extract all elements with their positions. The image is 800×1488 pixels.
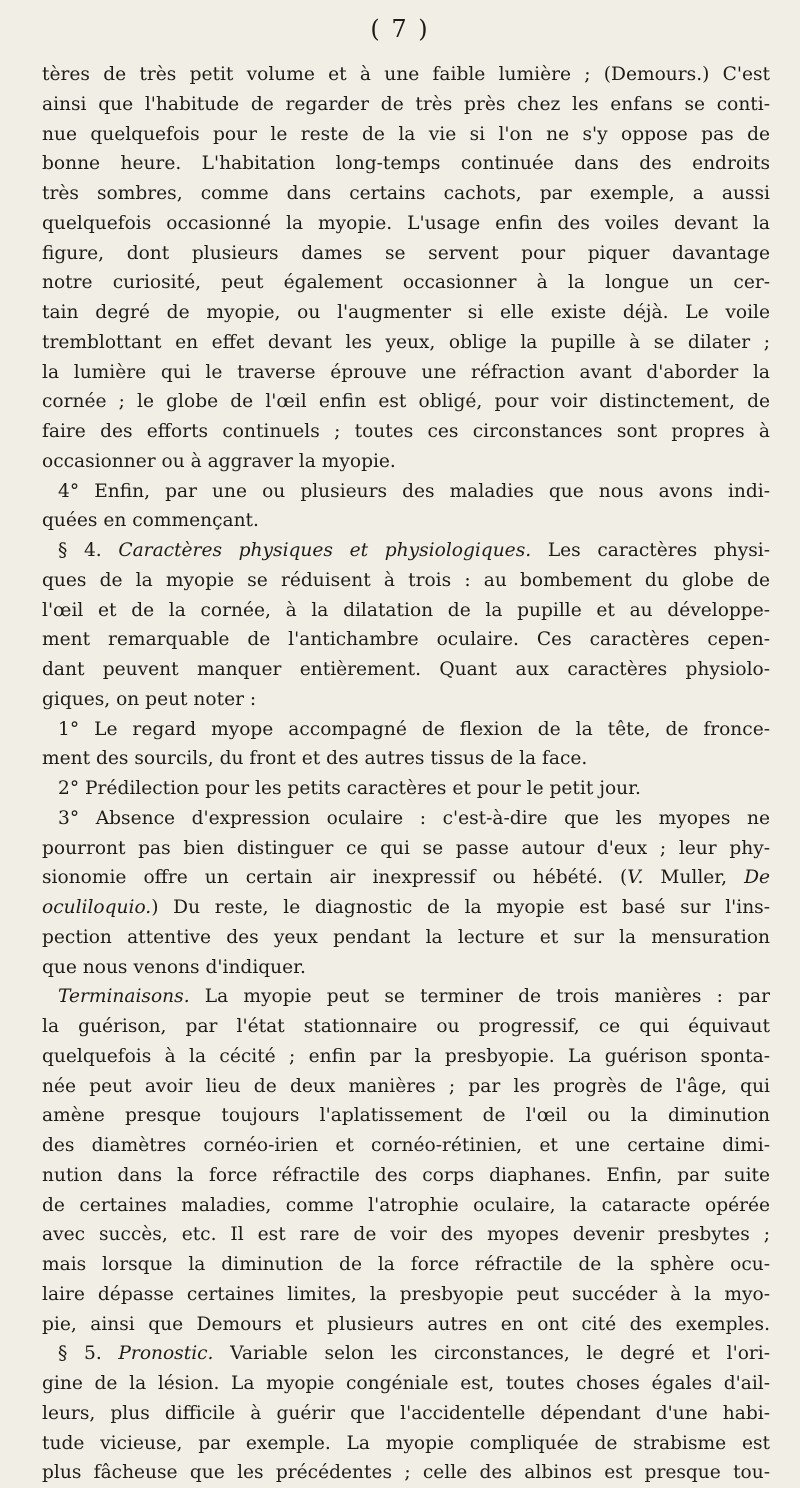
text-line: § 5. Pronostic. Variable selon les circonstances, le degré et l'ori- [58, 1343, 770, 1365]
text-line: ques de la myopie se réduisent à trois : au bombement du globe de [42, 569, 770, 591]
text-line: notre curiosité, peut également occasionner à la longue un cer- [42, 272, 770, 294]
italic-text: De [744, 867, 770, 889]
text-line: de certaines maladies, comme l'atrophie oculaire, la cataracte opérée [42, 1194, 770, 1216]
text-line: que nous venons d'indiquer. [42, 956, 306, 978]
text-line: la lumière qui le traverse éprouve une réfraction avant d'aborder la [42, 361, 770, 383]
text-line: sionomie offre un certain air inexpressif ou hébété. (V. Muller, De [42, 867, 770, 889]
text-line: quelquefois à la cécité ; enfin par la presbyopie. La guérison sponta- [42, 1045, 770, 1067]
text-line: nue quelquefois pour le reste de la vie si l'on ne s'y oppose pas de [42, 123, 770, 145]
text-line: plus fâcheuse que les précédentes ; celle des albinos est presque tou- [42, 1462, 770, 1484]
text-line: occasionner ou à aggraver la myopie. [42, 450, 396, 472]
text-line: amène presque toujours l'aplatissement de l'œil ou la diminution [42, 1105, 770, 1127]
text-line: pourront pas bien distinguer ce qui se passe autour d'eux ; leur phy- [42, 837, 770, 859]
text-line: tain degré de myopie, ou l'augmenter si elle existe déjà. Le voile [42, 302, 770, 323]
text-line: ment des sourcils, du front et des autres tissus de la face. [42, 748, 588, 770]
text-line: ainsi que l'habitude de regarder de très près chez les enfans se conti- [42, 93, 770, 115]
text-line: la guérison, par l'état stationnaire ou progressif, ce qui équivaut [42, 1016, 770, 1037]
text-line: 1° Le regard myope accompagné de flexion de la tête, de fronce- [58, 718, 770, 740]
italic-text: Caractères physiques et physiologiques. [118, 540, 532, 561]
text-line: des diamètres cornéo-irien et cornéo-rétinien, et une certaine dimi- [42, 1135, 770, 1156]
text-line: 2° Prédilection pour les petits caractères et pour le petit jour. [58, 778, 641, 799]
text-line: gine de la lésion. La myopie congéniale est, toutes choses égales d'ail- [42, 1373, 770, 1394]
text-line: tremblottant en effet devant les yeux, oblige la pupille à se dilater ; [42, 331, 770, 353]
text-line: pie, ainsi que Demours et plusieurs autres en ont cité des exemples. [42, 1313, 770, 1335]
text-line: quelquefois occasionné la myopie. L'usage enfin des voiles devant la [42, 212, 770, 234]
text-line: nution dans la force réfractile des corps diaphanes. Enfin, par suite [42, 1164, 770, 1186]
text-line: l'œil et de la cornée, à la dilatation de la pupille et au développe- [42, 599, 770, 621]
italic-text: Terminaisons. [58, 986, 190, 1008]
text-line: avec succès, etc. Il est rare de voir des myopes devenir presbytes ; [42, 1224, 770, 1246]
text-line: quées en commençant. [42, 510, 259, 532]
text-line: tude vicieuse, par exemple. La myopie compliquée de strabisme est [42, 1432, 770, 1454]
text-line: Terminaisons. La myopie peut se terminer de trois manières : par [58, 986, 770, 1008]
text-line: 4° Enfin, par une ou plusieurs des maladies que nous avons indi- [58, 480, 770, 502]
text-line: leurs, plus difficile à guérir que l'accidentelle dépendant d'une habi- [42, 1402, 770, 1424]
text-line: très sombres, comme dans certains cachots, par exemple, a aussi [42, 183, 770, 204]
text-line: tères de très petit volume et à une faible lumière ; (Demours.) C'est [42, 64, 770, 85]
page-number: ( 7 ) [370, 15, 430, 43]
text-line: mais lorsque la diminution de la force réfractile de la sphère ocu- [42, 1254, 770, 1275]
text-line: § 4. Caractères physiques et physiologiques. Les caractères physi- [58, 540, 770, 561]
text-line: oculiloquio.) Du reste, le diagnostic de la myopie est basé sur l'ins- [42, 897, 770, 918]
text-line: faire des efforts continuels ; toutes ces circonstances sont propres à [42, 421, 770, 442]
text-line: dant peuvent manquer entièrement. Quant aux caractères physiolo- [42, 659, 770, 680]
text-line: giques, on peut noter : [42, 688, 257, 710]
italic-text: Pronostic. [118, 1343, 214, 1365]
text-line: née peut avoir lieu de deux manières ; par les progrès de l'âge, qui [42, 1075, 770, 1097]
text-line: pection attentive des yeux pendant la lecture et sur la mensuration [42, 926, 770, 948]
italic-text: V. [627, 867, 644, 889]
italic-text: oculiloquio. [42, 897, 152, 918]
text-line: figure, dont plusieurs dames se servent pour piquer davantage [42, 242, 770, 264]
text-line: 3° Absence d'expression oculaire : c'est-à-dire que les myopes ne [58, 807, 770, 829]
text-line: cornée ; le globe de l'œil enfin est obligé, pour voir distinctement, de [42, 391, 770, 413]
text-line: ment remarquable de l'antichambre oculaire. Ces caractères cepen- [42, 629, 770, 651]
body-text [42, 60, 770, 1488]
text-line: laire dépasse certaines limites, la presbyopie peut succéder à la myo- [42, 1283, 770, 1305]
text-line: bonne heure. L'habitation long-temps continuée dans des endroits [42, 153, 770, 175]
